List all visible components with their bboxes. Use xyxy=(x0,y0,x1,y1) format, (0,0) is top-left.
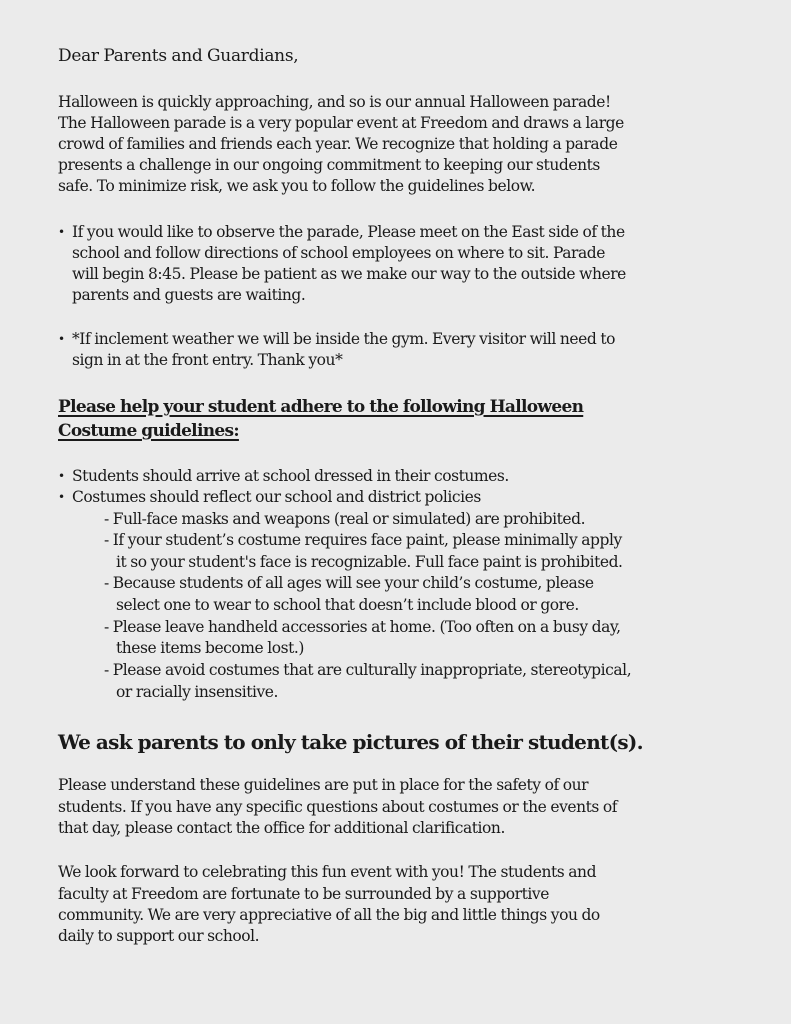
bullet-icon: • xyxy=(58,469,66,483)
policy-item-cont: select one to wear to school that doesn’t include blood or gore. xyxy=(116,596,579,614)
greeting: Dear Parents and Guardians, xyxy=(58,46,299,66)
bullet-icon: • xyxy=(58,225,66,239)
bullet-icon: • xyxy=(58,490,66,504)
paragraph-line: faculty at Freedom are fortunate to be surrounded by a supportive xyxy=(58,885,549,903)
bullet-line: Costumes should reflect our school and district policies xyxy=(72,488,481,506)
bullet-line: school and follow directions of school employees on where to sit. Parade xyxy=(72,244,605,262)
paragraph-line: students. If you have any specific questions about costumes or the events of xyxy=(58,798,618,816)
bullet-line: sign in at the front entry. Thank you* xyxy=(72,351,343,369)
policy-item-cont: it so your student's face is recognizable. Full face paint is prohibited. xyxy=(116,553,623,571)
policy-item: - If your student’s costume requires face paint, please minimally apply xyxy=(104,531,622,549)
policy-item: - Please avoid costumes that are culturally inappropriate, stereotypical, xyxy=(104,661,632,679)
policy-item: - Please leave handheld accessories at home. (Too often on a busy day, xyxy=(104,618,621,636)
paragraph-line: that day, please contact the office for additional clarification. xyxy=(58,819,505,837)
paragraph-line: Please understand these guidelines are put in place for the safety of our xyxy=(58,776,589,794)
heading-line: Costume guidelines: xyxy=(58,421,239,441)
bullet-line: parents and guests are waiting. xyxy=(72,286,306,304)
intro-line: safe. To minimize risk, we ask you to follow the guidelines below. xyxy=(58,177,536,195)
bullet-line: will begin 8:45. Please be patient as we make our way to the outside where xyxy=(72,265,626,283)
paragraph-line: community. We are very appreciative of all the big and little things you do xyxy=(58,906,600,924)
intro-line: crowd of families and friends each year. We recognize that holding a parade xyxy=(58,135,618,153)
policy-item: - Because students of all ages will see your child’s costume, please xyxy=(104,574,594,592)
bullet-line: *If inclement weather we will be inside the gym. Every visitor will need to xyxy=(72,330,615,348)
intro-line: Halloween is quickly approaching, and so is our annual Halloween parade! xyxy=(58,93,611,111)
bullet-line: If you would like to observe the parade, Please meet on the East side of the xyxy=(72,223,625,241)
bullet-line: Students should arrive at school dressed in their costumes. xyxy=(72,467,509,485)
policy-item-cont: these items become lost.) xyxy=(116,639,304,657)
paragraph-line: We look forward to celebrating this fun event with you! The students and xyxy=(58,863,597,881)
bullet-icon: • xyxy=(58,332,66,346)
intro-line: presents a challenge in our ongoing commitment to keeping our students xyxy=(58,156,600,174)
heading-line: Please help your student adhere to the following Halloween xyxy=(58,397,584,417)
pictures-heading: We ask parents to only take pictures of their student(s). xyxy=(58,730,643,754)
policy-item: - Full-face masks and weapons (real or simulated) are prohibited. xyxy=(104,510,586,528)
paragraph-line: daily to support our school. xyxy=(58,927,260,945)
intro-line: The Halloween parade is a very popular event at Freedom and draws a large xyxy=(58,114,624,132)
policy-item-cont: or racially insensitive. xyxy=(116,683,278,701)
